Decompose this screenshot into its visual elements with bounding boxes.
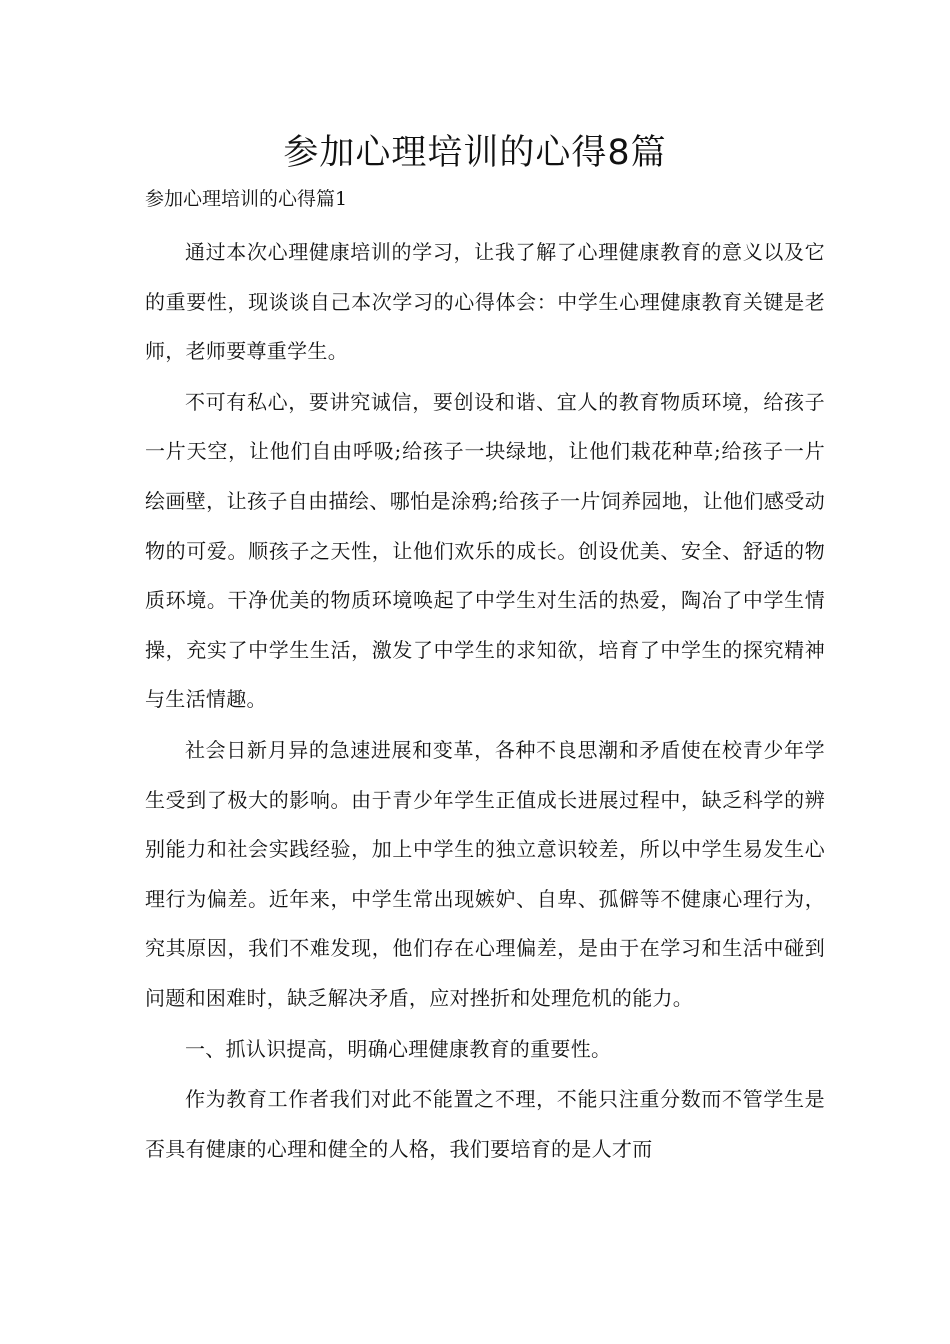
document-body [145,228,825,1175]
document-title: 参加心理培训的心得8篇 [283,133,667,173]
paragraph-1: 通过本次心理健康培训的学习，让我了解了心理健康教育的意义以及它的重要性，现谈谈自己本次学习的心得体会：中学生心理健康教育关键是老师，老师要尊重学生。 [145,240,825,364]
paragraph-4: 一、抓认识提高，明确心理健康教育的重要性。 [185,1036,612,1061]
paragraph-5: 作为教育工作者我们对此不能置之不理，不能只注重分数而不管学生是否具有健康的心理和健全的人格，我们要培育的是人才而 [145,1087,825,1161]
section-heading: 参加心理培训的心得篇1 [145,188,348,210]
paragraph-2: 不可有私心，要讲究诚信，要创设和谐、宜人的教育物质环境，给孩子一片天空，让他们自由呼吸;给孩子一块绿地，让他们栽花种草;给孩子一片绘画壁，让孩子自由描绘、哪怕是涂鸦;给孩子一片饲养园地，让他们感受动物的可爱。顺孩子之天性，让他们欢乐的成长。创设优美、安全、舒适的物质环境。干净优美的物质环境唤起了中学生对生活的热爱，陶冶了中学生情操，充实了中学生生活，激发了中学生的求知欲，培育了中学生的探究精神与生活情趣。 [145,389,825,712]
paragraph-3: 社会日新月异的急速进展和变革，各种不良思潮和矛盾使在校青少年学生受到了极大的影响。由于青少年学生正值成长进展过程中，缺乏科学的辨别能力和社会实践经验，加上中学生的独立意识较差，所以中学生易发生心理行为偏差。近年来，中学生常出现嫉妒、自卑、孤僻等不健康心理行为，究其原因，我们不难发现，他们存在心理偏差，是由于在学习和生活中碰到问题和困难时，缺乏解决矛盾，应对挫折和处理危机的能力。 [145,737,825,1010]
